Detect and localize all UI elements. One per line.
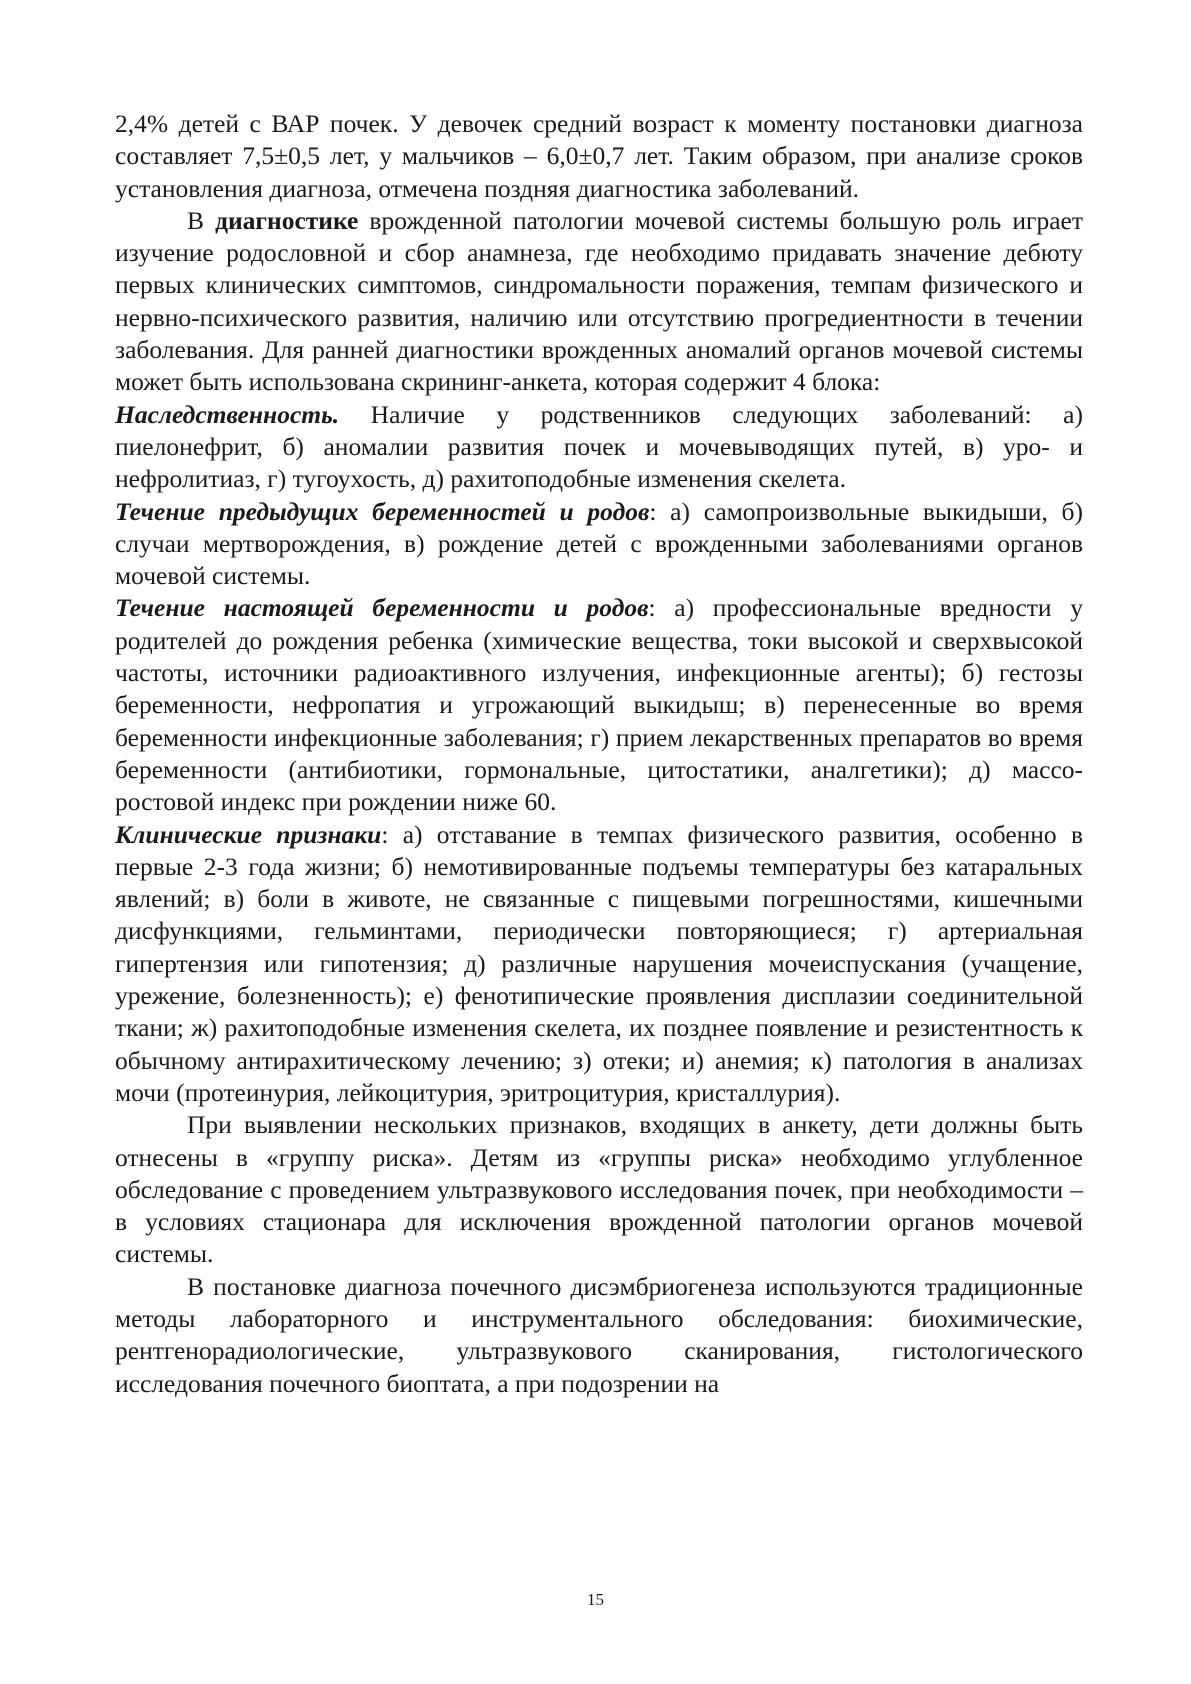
paragraph bbox=[115, 108, 1083, 205]
body-text bbox=[115, 108, 1083, 1400]
paragraph bbox=[115, 205, 1083, 399]
text-run: : а) профессиональные вредности у родителей до рождения ребенка (химические вещества, токи высокой и сверхвысокой частоты, источники радиоактивного излучения, инфекционные агенты); б) гестозы беременности, нефропатия и угрожающий выкидыш; в) перенесенные во время беременности инфекционные заболевания; г) прием лекарственных препаратов во время беременности (антибиотики, гормональные, цитостатики, аналгетики); д) массо-ростовой индекс при рождении ниже 60. bbox=[115, 593, 1083, 817]
text-run: В постановке диагноза почечного дисэмбриогенеза используются традиционные методы лабораторного и инструментального обследования: биохимические, рентгенорадиологические, ультразвукового сканирования, гистологического исследования почечного биоптата, а при подозрении на bbox=[115, 1271, 1083, 1398]
text-run: : а) отставание в темпах физического развития, особенно в первые 2-3 года жизни; б) немотивированные подъемы температуры без катаральных явлений; в) боли в животе, не связанные с пищевыми погрешностями, кишечными дисфункциями, гельминтами, периодически повторяющиеся; г) артериальная гипертензия или гипотензия; д) различные нарушения мочеиспускания (учащение, урежение, болезненность); е) фенотипические проявления дисплазии соединительной ткани; ж) рахитоподобные изменения скелета, их позднее появление и резистентность к обычному антирахитическому лечению; з) отеки; и) анемия; к) патология в анализах мочи (протеинурия, лейкоцитурия, эритроцитурия, кристаллурия). bbox=[115, 819, 1083, 1107]
page-number: 15 bbox=[587, 1590, 604, 1609]
text-run: : а) самопроизвольные выкидыши, б) случаи мертворождения, в) рождение детей с врожденными заболеваниями органов мочевой системы. bbox=[115, 496, 1083, 591]
paragraph bbox=[115, 1271, 1083, 1400]
text-run: 2,4% детей с ВАР почек. У девочек средний возраст к моменту постановки диагноза составляет 7,5±0,5 лет, у мальчиков – 6,0±0,7 лет. Таким образом, при анализе сроков установления диагноза, отмечена поздняя диагностика заболеваний. bbox=[115, 109, 1083, 203]
text-run: Наличие у родственников следующих заболеваний: а) пиелонефрит, б) аномалии развития почек и мочевыводящих путей, в) уро- и нефролитиаз, г) тугоухость, д) рахитоподобные изменения скелета. bbox=[115, 399, 1083, 494]
text-run: В bbox=[187, 205, 216, 235]
paragraph bbox=[115, 819, 1083, 1110]
text-run: врожденной патологии мочевой системы большую роль играет изучение родословной и сбор анамнеза, где необходимо придавать значение дебюту первых клинических симптомов, синдромальности поражения, темпам физического и нервно-психического развития, наличию или отсутствию прогредиентности в течении заболевания. Для ранней диагностики врожденных аномалий органов мочевой системы может быть использована скрининг-анкета, которая содержит 4 блока: bbox=[115, 205, 1083, 397]
emphasis-run: Течение настоящей беременности и родов bbox=[115, 593, 649, 623]
paragraph bbox=[115, 592, 1083, 818]
emphasis-run: Наследственность. bbox=[115, 399, 340, 429]
paragraph bbox=[115, 1109, 1083, 1270]
emphasis-run: Течение предыдущих беременностей и родов bbox=[115, 496, 650, 526]
paragraph bbox=[115, 496, 1083, 593]
emphasis-run: диагностике bbox=[215, 205, 359, 235]
paragraph bbox=[115, 399, 1083, 496]
text-run: При выявлении нескольких признаков, входящих в анкету, дети должны быть отнесены в «группу риска». Детям из «группы риска» необходимо углубленное обследование с проведением ультразвукового исследования почек, при необходимости – в условиях стационара для исключения врожденной патологии органов мочевой системы. bbox=[115, 1110, 1083, 1269]
emphasis-run: Клинические признаки bbox=[115, 819, 382, 849]
